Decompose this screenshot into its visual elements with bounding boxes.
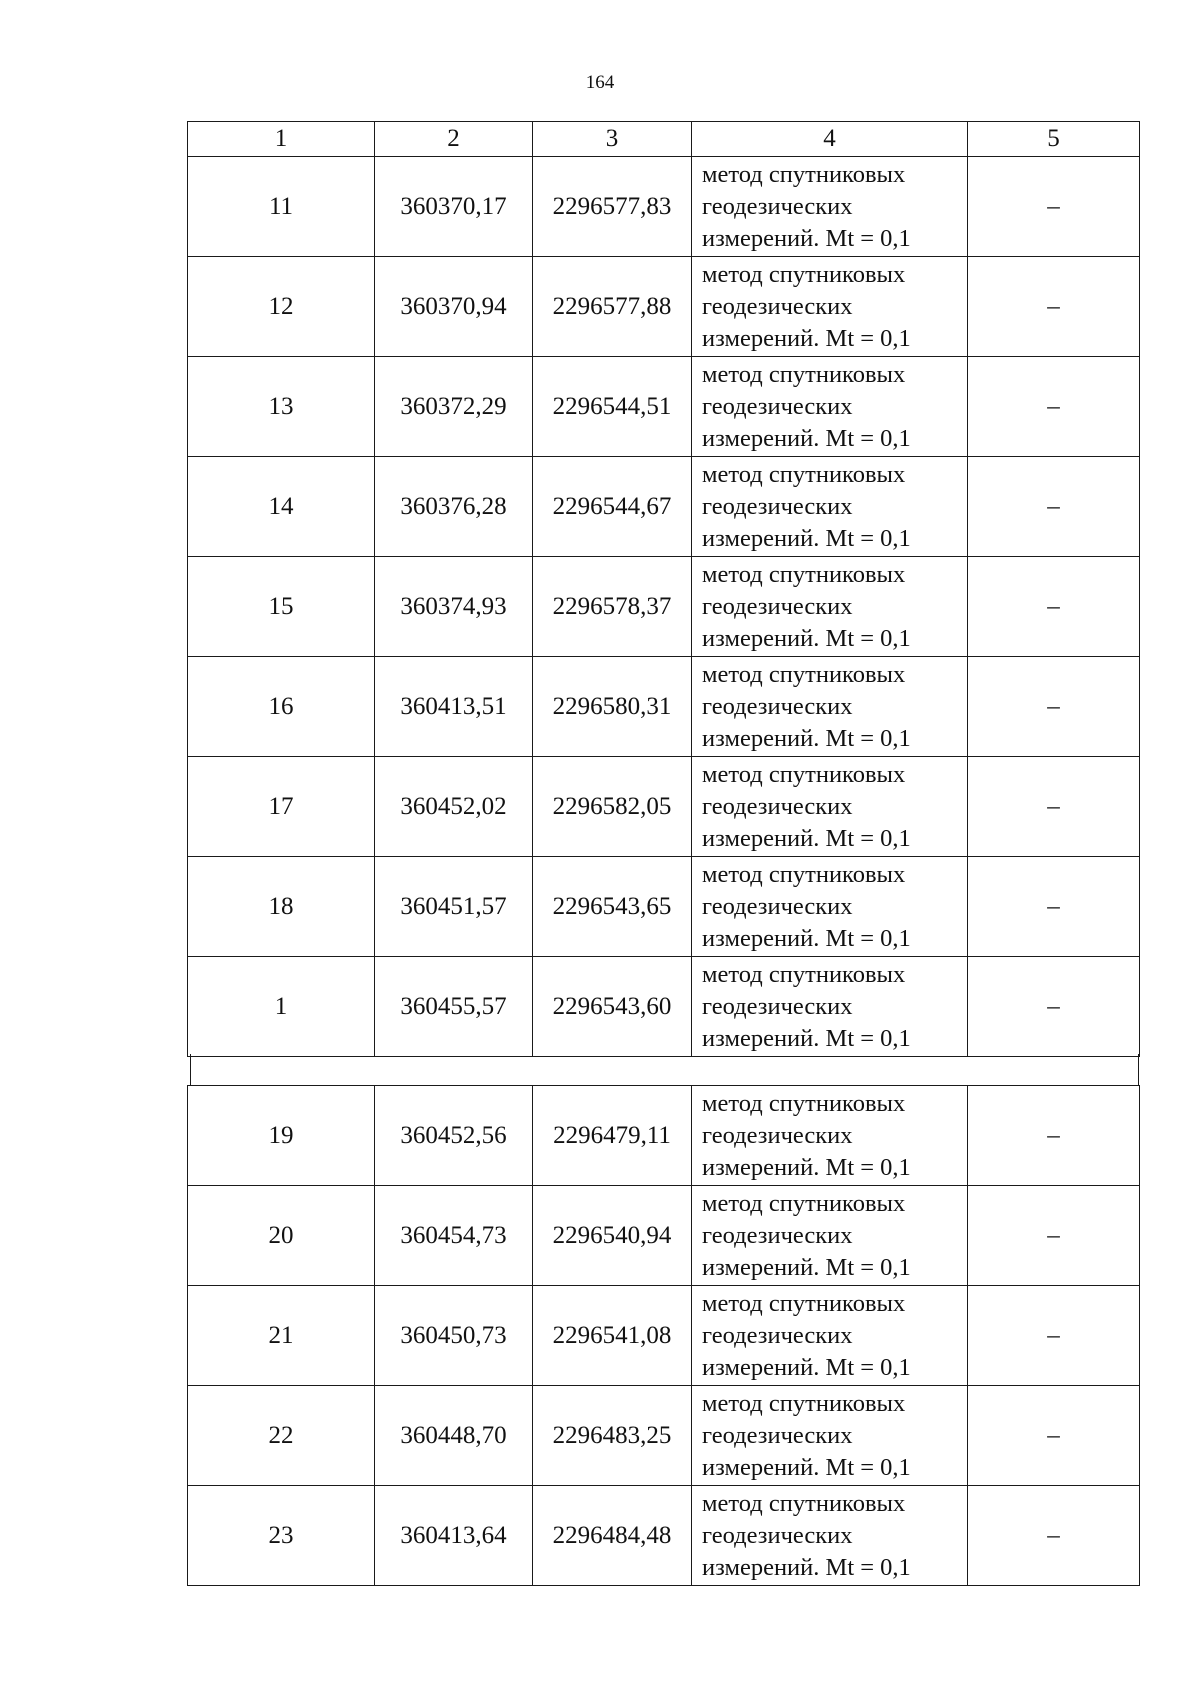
method-text-line: метод спутниковых bbox=[702, 360, 906, 388]
error-cell: – bbox=[968, 957, 1140, 1057]
error-cell: – bbox=[968, 1386, 1140, 1486]
method-text-line: измерений. Mt = 0,1 bbox=[702, 1353, 911, 1381]
section-gap bbox=[190, 1054, 1139, 1085]
method-text-line: метод спутниковых bbox=[702, 760, 906, 788]
method-text-line: измерений. Mt = 0,1 bbox=[702, 224, 911, 252]
method-cell bbox=[692, 1486, 968, 1586]
method-text-line: измерений. Mt = 0,1 bbox=[702, 824, 911, 852]
method-text-line: метод спутниковых bbox=[702, 1489, 906, 1517]
y-coordinate-cell: 2296483,25 bbox=[533, 1386, 692, 1486]
y-coordinate-cell: 2296578,37 bbox=[533, 557, 692, 657]
point-number-cell: 18 bbox=[188, 857, 375, 957]
method-text-line: метод спутниковых bbox=[702, 260, 906, 288]
method-text-line: метод спутниковых bbox=[702, 1289, 906, 1317]
x-coordinate-cell: 360374,93 bbox=[375, 557, 533, 657]
method-text-line: измерений. Mt = 0,1 bbox=[702, 324, 911, 352]
method-text-line: метод спутниковых bbox=[702, 560, 906, 588]
column-header: 5 bbox=[968, 122, 1140, 157]
method-cell bbox=[692, 757, 968, 857]
method-cell bbox=[692, 557, 968, 657]
method-text-line: измерений. Mt = 0,1 bbox=[702, 724, 911, 752]
y-coordinate-cell: 2296577,88 bbox=[533, 257, 692, 357]
method-text-line: измерений. Mt = 0,1 bbox=[702, 424, 911, 452]
error-cell: – bbox=[968, 1086, 1140, 1186]
point-number-cell: 15 bbox=[188, 557, 375, 657]
method-text-line: геодезических bbox=[702, 892, 853, 920]
point-number-cell: 20 bbox=[188, 1186, 375, 1286]
column-header: 2 bbox=[375, 122, 533, 157]
point-number-cell: 13 bbox=[188, 357, 375, 457]
table-row bbox=[188, 157, 1140, 257]
x-coordinate-cell: 360452,02 bbox=[375, 757, 533, 857]
method-text-line: метод спутниковых bbox=[702, 1389, 906, 1417]
method-text-line: геодезических bbox=[702, 1321, 853, 1349]
x-coordinate-cell: 360452,56 bbox=[375, 1086, 533, 1186]
method-cell bbox=[692, 1086, 968, 1186]
column-header: 3 bbox=[533, 122, 692, 157]
table-row bbox=[188, 957, 1140, 1057]
error-cell: – bbox=[968, 657, 1140, 757]
method-text-line: метод спутниковых bbox=[702, 960, 906, 988]
method-text-line: метод спутниковых bbox=[702, 1089, 906, 1117]
table-row bbox=[188, 557, 1140, 657]
x-coordinate-cell: 360448,70 bbox=[375, 1386, 533, 1486]
column-header: 4 bbox=[692, 122, 968, 157]
x-coordinate-cell: 360451,57 bbox=[375, 857, 533, 957]
method-text-line: измерений. Mt = 0,1 bbox=[702, 1553, 911, 1581]
y-coordinate-cell: 2296543,60 bbox=[533, 957, 692, 1057]
method-text-line: метод спутниковых bbox=[702, 860, 906, 888]
point-number-cell: 12 bbox=[188, 257, 375, 357]
y-coordinate-cell: 2296582,05 bbox=[533, 757, 692, 857]
x-coordinate-cell: 360455,57 bbox=[375, 957, 533, 1057]
x-coordinate-cell: 360450,73 bbox=[375, 1286, 533, 1386]
y-coordinate-cell: 2296540,94 bbox=[533, 1186, 692, 1286]
y-coordinate-cell: 2296577,83 bbox=[533, 157, 692, 257]
method-text-line: измерений. Mt = 0,1 bbox=[702, 1024, 911, 1052]
method-text-line: геодезических bbox=[702, 792, 853, 820]
coordinates-table bbox=[187, 121, 1140, 1057]
point-number-cell: 21 bbox=[188, 1286, 375, 1386]
method-text-line: геодезических bbox=[702, 392, 853, 420]
point-number-cell: 22 bbox=[188, 1386, 375, 1486]
point-number-cell: 11 bbox=[188, 157, 375, 257]
y-coordinate-cell: 2296580,31 bbox=[533, 657, 692, 757]
y-coordinate-cell: 2296541,08 bbox=[533, 1286, 692, 1386]
y-coordinate-cell: 2296543,65 bbox=[533, 857, 692, 957]
method-cell bbox=[692, 1286, 968, 1386]
table-row bbox=[188, 1386, 1140, 1486]
method-cell bbox=[692, 1186, 968, 1286]
error-cell: – bbox=[968, 257, 1140, 357]
table-row bbox=[188, 1086, 1140, 1186]
table-row bbox=[188, 457, 1140, 557]
point-number-cell: 14 bbox=[188, 457, 375, 557]
method-text-line: геодезических bbox=[702, 492, 853, 520]
method-text-line: геодезических bbox=[702, 1521, 853, 1549]
point-number-cell: 16 bbox=[188, 657, 375, 757]
x-coordinate-cell: 360372,29 bbox=[375, 357, 533, 457]
y-coordinate-cell: 2296544,51 bbox=[533, 357, 692, 457]
error-cell: – bbox=[968, 557, 1140, 657]
table-row bbox=[188, 757, 1140, 857]
error-cell: – bbox=[968, 157, 1140, 257]
method-text-line: измерений. Mt = 0,1 bbox=[702, 624, 911, 652]
table-row bbox=[188, 657, 1140, 757]
page-number: 164 bbox=[585, 72, 615, 93]
table-header-row bbox=[188, 122, 1140, 157]
method-text-line: метод спутниковых bbox=[702, 1189, 906, 1217]
table-row bbox=[188, 1286, 1140, 1386]
method-text-line: измерений. Mt = 0,1 bbox=[702, 924, 911, 952]
method-text-line: геодезических bbox=[702, 192, 853, 220]
point-number-cell: 17 bbox=[188, 757, 375, 857]
x-coordinate-cell: 360370,94 bbox=[375, 257, 533, 357]
method-text-line: измерений. Mt = 0,1 bbox=[702, 1453, 911, 1481]
point-number-cell: 1 bbox=[188, 957, 375, 1057]
x-coordinate-cell: 360413,51 bbox=[375, 657, 533, 757]
x-coordinate-cell: 360376,28 bbox=[375, 457, 533, 557]
point-number-cell: 19 bbox=[188, 1086, 375, 1186]
error-cell: – bbox=[968, 857, 1140, 957]
method-text-line: геодезических bbox=[702, 1121, 853, 1149]
y-coordinate-cell: 2296484,48 bbox=[533, 1486, 692, 1586]
table-row bbox=[188, 1186, 1140, 1286]
error-cell: – bbox=[968, 1286, 1140, 1386]
method-cell bbox=[692, 957, 968, 1057]
table-row bbox=[188, 257, 1140, 357]
method-text-line: геодезических bbox=[702, 1221, 853, 1249]
method-text-line: геодезических bbox=[702, 592, 853, 620]
method-text-line: геодезических bbox=[702, 692, 853, 720]
method-text-line: измерений. Mt = 0,1 bbox=[702, 1153, 911, 1181]
table-row bbox=[188, 357, 1140, 457]
method-cell bbox=[692, 657, 968, 757]
method-text-line: метод спутниковых bbox=[702, 160, 906, 188]
table-row bbox=[188, 1486, 1140, 1586]
method-cell bbox=[692, 457, 968, 557]
method-cell bbox=[692, 357, 968, 457]
coordinates-table-continued bbox=[187, 1085, 1140, 1586]
error-cell: – bbox=[968, 1186, 1140, 1286]
method-cell bbox=[692, 257, 968, 357]
method-text-line: метод спутниковых bbox=[702, 660, 906, 688]
x-coordinate-cell: 360454,73 bbox=[375, 1186, 533, 1286]
method-text-line: метод спутниковых bbox=[702, 460, 906, 488]
method-text-line: измерений. Mt = 0,1 bbox=[702, 524, 911, 552]
method-text-line: геодезических bbox=[702, 292, 853, 320]
method-cell bbox=[692, 1386, 968, 1486]
method-text-line: геодезических bbox=[702, 992, 853, 1020]
y-coordinate-cell: 2296544,67 bbox=[533, 457, 692, 557]
error-cell: – bbox=[968, 1486, 1140, 1586]
method-text-line: измерений. Mt = 0,1 bbox=[702, 1253, 911, 1281]
point-number-cell: 23 bbox=[188, 1486, 375, 1586]
x-coordinate-cell: 360370,17 bbox=[375, 157, 533, 257]
error-cell: – bbox=[968, 357, 1140, 457]
y-coordinate-cell: 2296479,11 bbox=[533, 1086, 692, 1186]
method-cell bbox=[692, 857, 968, 957]
error-cell: – bbox=[968, 457, 1140, 557]
method-text-line: геодезических bbox=[702, 1421, 853, 1449]
method-cell bbox=[692, 157, 968, 257]
x-coordinate-cell: 360413,64 bbox=[375, 1486, 533, 1586]
table-row bbox=[188, 857, 1140, 957]
error-cell: – bbox=[968, 757, 1140, 857]
column-header: 1 bbox=[188, 122, 375, 157]
